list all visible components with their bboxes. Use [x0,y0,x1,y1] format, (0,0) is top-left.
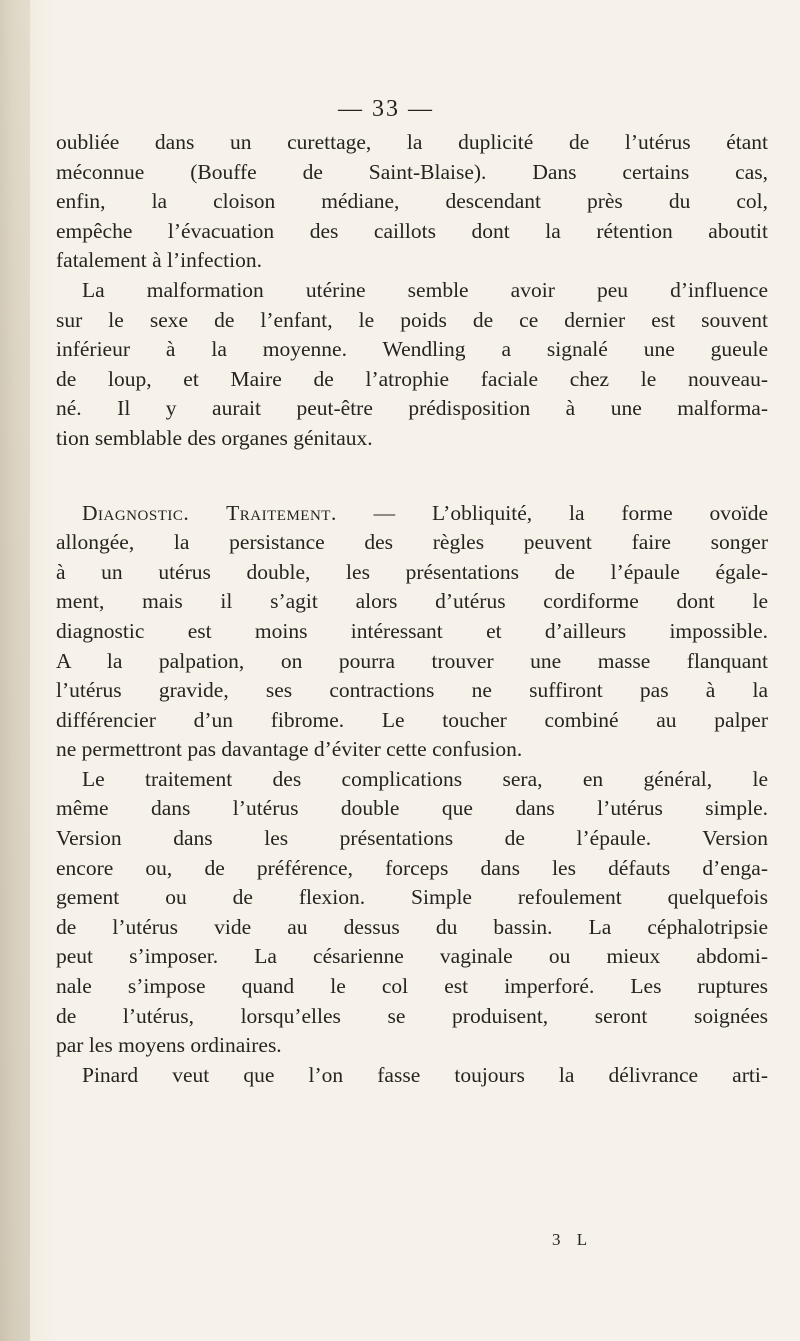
text-fragment: — L’obliquité, la forme ovoïde [336,500,768,525]
binding-gutter [0,0,30,1341]
text-line: de loup, et Maire de l’atrophie faciale chez le nouveau- [56,366,768,391]
text-line: diagnostic est moins intéressant et d’ailleurs impossible. [56,618,768,643]
text-line: allongée, la persistance des règles peuvent faire songer [56,530,768,555]
section-heading-line [56,499,768,529]
text-line: Version dans les présentations de l’épaule. Version [56,826,768,851]
text-line: peut s’imposer. La césarienne vaginale ou mieux abdomi- [56,944,768,969]
text-line: de l’utérus, lorsqu’elles se produisent, seront soignées [56,1003,768,1028]
text-line: né. Il y aurait peut-être prédisposition à une malforma- [56,396,768,421]
text-line: à un utérus double, les présentations de l’épaule égale- [56,559,768,584]
text-line: l’utérus gravide, ses contractions ne suffiront pas à la [56,678,768,703]
text-line: La malformation utérine semble avoir peu d’influence [82,277,768,302]
section-gap [56,454,768,499]
text-line: Pinard veut que l’on fasse toujours la délivrance arti- [82,1062,768,1087]
text-line: gement ou de flexion. Simple refoulement quelquefois [56,885,768,910]
body-text [56,128,768,1090]
text-line: ment, mais il s’agit alors d’utérus cordiforme dont le [56,589,768,614]
page-number: — 33 — [338,96,434,122]
text-line: fatalement à l’infection. [56,248,262,273]
text-line: empêche l’évacuation des caillots dont la rétention aboutit [56,218,768,243]
text-line: différencier d’un fibrome. Le toucher combiné au palper [56,707,768,732]
text-line: tion semblable des organes génitaux. [56,425,373,450]
text-line: nale s’impose quand le col est imperforé. Les ruptures [56,974,768,999]
text-line: encore ou, de préférence, forceps dans les défauts d’enga- [56,855,768,880]
text-line: ne permettront pas davantage d’éviter cette confusion. [56,737,523,762]
text-line: oubliée dans un curettage, la duplicité de l’utérus étant [56,130,768,154]
text-line: A la palpation, on pourra trouver une masse flanquant [56,648,768,673]
section-heading: Diagnostic. Traitement. [82,500,337,525]
text-line: enfin, la cloison médiane, descendant près du col, [56,189,768,214]
signature-mark: 3 L [552,1230,594,1249]
text-line: par les moyens ordinaires. [56,1033,282,1058]
text-line: méconnue (Bouffe de Saint-Blaise). Dans certains cas, [56,159,768,184]
text-line: même dans l’utérus double que dans l’utérus simple. [56,796,768,821]
text-line: Le traitement des complications sera, en général, le [82,766,768,791]
text-line: de l’utérus vide au dessus du bassin. La céphalotripsie [56,914,768,939]
text-line: inférieur à la moyenne. Wendling a signalé une gueule [56,337,768,362]
text-line: sur le sexe de l’enfant, le poids de ce dernier est souvent [56,307,768,332]
